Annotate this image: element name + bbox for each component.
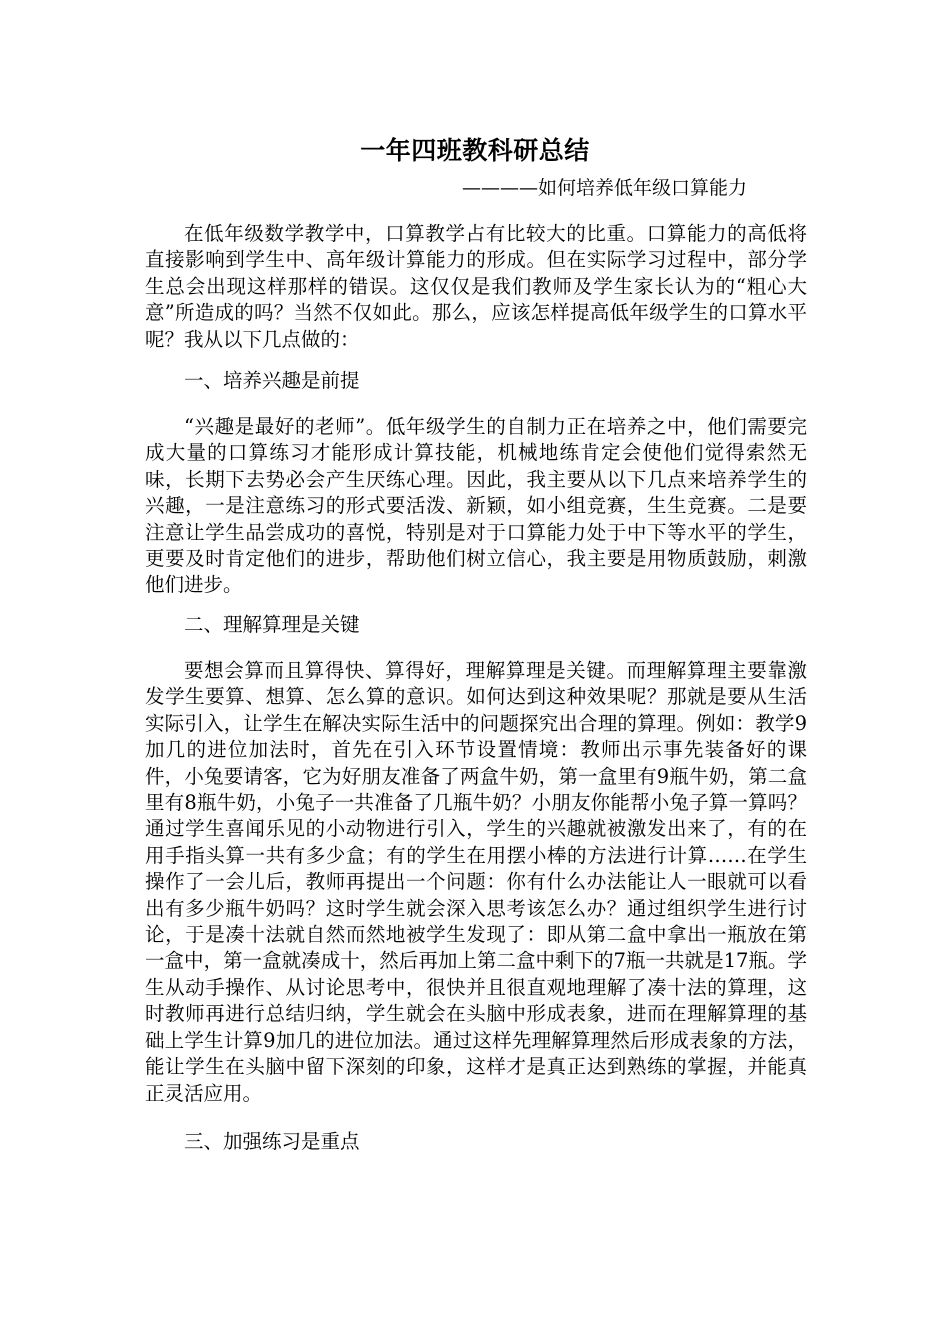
section-heading-understanding: 二、理解算理是关键 (184, 613, 360, 636)
section-heading-interest: 一、培养兴趣是前提 (184, 369, 360, 392)
intro-paragraph: 在低年级数学教学中，口算教学占有比较大的比重。口算能力的高低将直接影响到学生中、高年级计算能力的形成。但在实际学习过程中，部分学生总会出现这样那样的错误。这仅仅是我们教师及学生家长认为的“粗心大意”所造成的吗？当然不仅如此。那么，应该怎样提高低年级学生的口算水平呢？我从以下几点做的： (145, 222, 807, 351)
document-title: 一年四班教科研总结 (360, 136, 590, 165)
section-heading-practice: 三、加强练习是重点 (184, 1130, 360, 1153)
section-body-understanding: 要想会算而且算得快、算得好，理解算理是关键。而理解算理主要靠激发学生要算、想算、怎么算的意识。如何达到这种效果呢？那就是要从生活实际引入，让学生在解决实际生活中的问题探究出合理的算理。例如：教学9加几的进位加法时，首先在引入环节设置情境：教师出示事先装备好的课件，小兔要请客，它为好朋友准备了两盒牛奶，第一盒里有9瓶牛奶，第二盒里有8瓶牛奶，小兔子一共准备了几瓶牛奶？小朋友你能帮小兔子算一算吗？通过学生喜闻乐见的小动物进行引入，学生的兴趣就被激发出来了，有的在用手指头算一共有多少盒；有的学生在用摆小棒的方法进行计算……在学生操作了一会儿后，教师再提出一个问题：你有什么办法能让人一眼就可以看出有多少瓶牛奶吗？这时学生就会深入思考该怎么办？通过组织学生进行讨论，于是凑十法就自然而然地被学生发现了：即从第二盒中拿出一瓶放在第一盒中，第一盒就凑成十，然后再加上第二盒中剩下的7瓶一共就是17瓶。学生从动手操作、从讨论思考中，很快并且很直观地理解了凑十法的算理，这时教师再进行总结归纳，学生就会在头脑中形成表象，进而在理解算理的基础上学生计算9加几的进位加法。通过这样先理解算理然后形成表象的方法，能让学生在头脑中留下深刻的印象，这样才是真正达到熟练的掌握，并能真正灵活应用。 (145, 659, 807, 1105)
document-subtitle: ————如何培养低年级口算能力 (462, 177, 748, 199)
section-body-interest: “兴趣是最好的老师”。低年级学生的自制力正在培养之中，他们需要完成大量的口算练习才能形成计算技能，机械地练肯定会使他们觉得索然无味，长期下去势必会产生厌练心理。因此，我主要从以下几点来培养学生的兴趣，一是注意练习的形式要活泼、新颖，如小组竞赛，生生竞赛。二是要注意让学生品尝成功的喜悦，特别是对于口算能力处于中下等水平的学生，更要及时肯定他们的进步，帮助他们树立信心，我主要是用物质鼓励，刺激他们进步。 (145, 415, 807, 597)
